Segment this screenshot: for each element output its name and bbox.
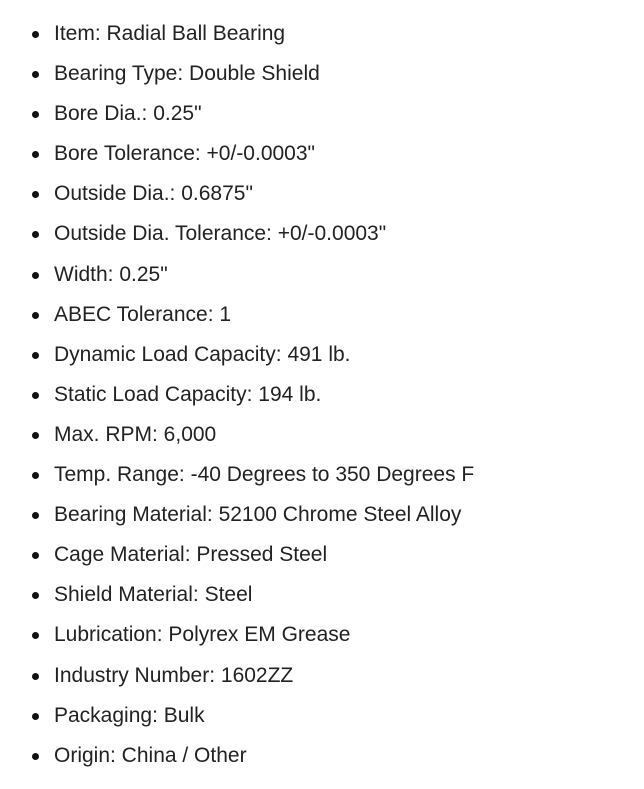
bullet-icon (32, 472, 39, 479)
bullet-icon (32, 753, 39, 760)
spec-item-outside-dia (0, 174, 644, 214)
spec-text: Dynamic Load Capacity: 491 lb. (54, 342, 351, 366)
spec-text: Item: Radial Ball Bearing (54, 22, 286, 45)
spec-item-bearing-type (0, 54, 644, 94)
spec-text: Shield Material: Steel (54, 583, 253, 607)
bullet-icon (32, 111, 39, 118)
bullet-icon (32, 191, 39, 198)
spec-text: Bearing Material: 52100 Chrome Steel Alloy (54, 503, 462, 527)
spec-item-width (0, 255, 644, 295)
spec-item-max-rpm (0, 415, 644, 455)
spec-item-static-load (0, 375, 644, 415)
spec-item-bearing-material (0, 495, 644, 535)
spec-text: Industry Number: 1602ZZ (54, 663, 294, 687)
bullet-icon (32, 713, 39, 720)
spec-item-shield-material (0, 575, 644, 615)
bullet-icon (32, 632, 39, 639)
bullet-icon (32, 592, 39, 599)
spec-item-dynamic-load (0, 335, 644, 375)
spec-text: Lubrication: Polyrex EM Grease (54, 623, 351, 647)
spec-item-temp-range (0, 455, 644, 495)
spec-text: Temp. Range: -40 Degrees to 350 Degrees F (54, 463, 475, 487)
spec-text: Width: 0.25" (54, 262, 168, 286)
bullet-icon (32, 432, 39, 439)
spec-text: Bearing Type: Double Shield (54, 62, 320, 86)
spec-item-cage-material (0, 535, 644, 575)
spec-text: Bore Tolerance: +0/-0.0003" (54, 142, 315, 166)
spec-text: Bore Dia.: 0.25" (54, 102, 202, 126)
spec-text: Static Load Capacity: 194 lb. (54, 382, 322, 406)
bullet-icon (32, 512, 39, 519)
spec-text: ABEC Tolerance: 1 (54, 302, 232, 326)
bullet-icon (32, 392, 39, 399)
spec-text: Packaging: Bulk (54, 703, 205, 727)
bullet-icon (32, 231, 39, 238)
bullet-icon (32, 151, 39, 158)
spec-item-bore-dia (0, 94, 644, 134)
spec-item-industry-number (0, 656, 644, 696)
bullet-icon (32, 31, 39, 38)
bullet-icon (32, 272, 39, 279)
spec-text: Outside Dia.: 0.6875" (54, 182, 253, 206)
spec-item-packaging (0, 696, 644, 736)
spec-item-bore-tolerance (0, 134, 644, 174)
spec-text: Max. RPM: 6,000 (54, 422, 217, 446)
bullet-icon (32, 673, 39, 680)
spec-item-lubrication (0, 615, 644, 655)
bullet-icon (32, 352, 39, 359)
spec-text: Origin: China / Other (54, 743, 247, 767)
spec-item-outside-dia-tolerance (0, 214, 644, 254)
bullet-icon (32, 552, 39, 559)
spec-item-item (0, 14, 644, 54)
spec-item-origin (0, 736, 644, 776)
spec-item-abec-tolerance (0, 295, 644, 335)
bullet-icon (32, 312, 39, 319)
spec-text: Cage Material: Pressed Steel (54, 543, 328, 567)
bullet-icon (32, 71, 39, 78)
spec-text: Outside Dia. Tolerance: +0/-0.0003" (54, 222, 387, 246)
